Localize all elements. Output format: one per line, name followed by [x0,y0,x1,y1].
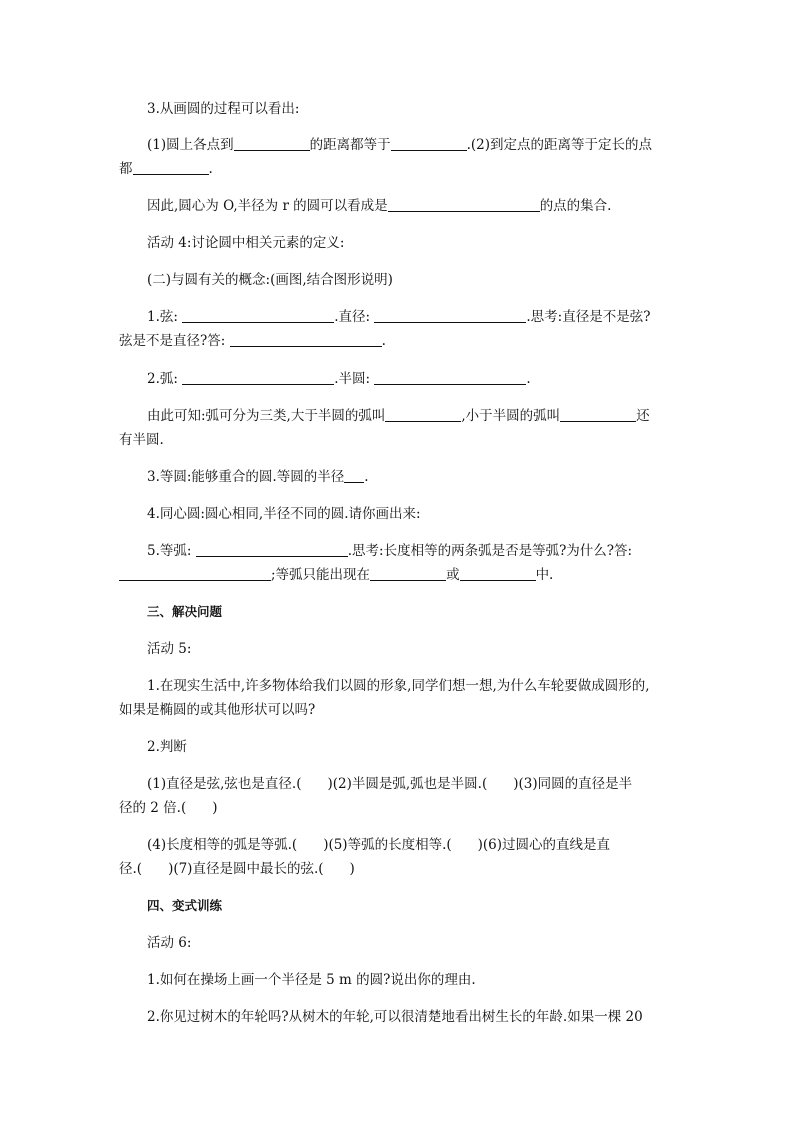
fill-blank[interactable] [374,370,526,385]
text: .直径: [334,309,371,325]
chord-line-2 [119,330,675,352]
equal-circles [119,466,703,488]
text: 径.( [119,861,143,877]
text: )(7)直径是圆中最长的弦.( [168,861,324,877]
text: . [526,371,531,387]
equal-arcs-line-2 [119,564,675,586]
text: )(3)同圆的直径是半 [513,776,633,792]
arc-line [119,368,703,390]
concentric-circles [119,503,703,525]
fill-blank[interactable] [385,407,461,422]
text: 三、解决问题 [147,604,223,619]
text: . [381,333,386,349]
fill-blank[interactable] [133,160,209,175]
chord-line-1 [119,306,703,328]
text: .思考:长度相等的两条弧是否是等弧?为什么?答: [347,543,633,559]
circle-definition [119,195,703,217]
section-4-heading [119,895,703,917]
text: (1)直径是弦,弦也是直径.( [147,776,302,792]
text: (1)圆上各点到 [147,137,234,153]
item-3-line-1 [119,134,703,156]
text: 径的 2 倍.( [119,800,187,816]
judge-line-2 [119,797,675,819]
text: 中. [535,567,554,583]
text: )(6)过圆心的直线是直 [477,837,611,853]
equal-arcs-line-1 [119,540,703,562]
text: 活动 5: [147,641,192,657]
section-3-heading [119,601,703,623]
text: 有半圆. [119,432,164,448]
text: 4.同心圆:圆心相同,半径不同的圆.请你画出来: [147,506,421,522]
fill-blank[interactable] [182,308,334,323]
text: .(2)到定点的距离等于定长的点 [466,137,653,153]
text: )(5)等弧的长度相等.( [323,837,452,853]
text: 还 [636,408,650,424]
text: 2.弧: [147,371,178,387]
text: 的距离都等于 [309,137,391,153]
text: .半圆: [334,371,371,387]
item-3-line-2 [119,158,675,180]
text: 由此可知:弧可分为三类,大于半圆的弧叫 [147,408,386,424]
text: 都 [119,161,133,177]
fill-blank[interactable] [234,136,310,151]
text: 5.等弧: [147,543,192,559]
judge-line-3 [119,834,703,856]
text: 因此,圆心为 O,半径为 r 的圆可以看成是 [147,198,388,214]
text: ,小于半圆的弧叫 [461,408,561,424]
text: .思考:直径是不是弦? [526,309,651,325]
fill-blank[interactable] [344,468,364,483]
text: 1.弦: [147,309,178,325]
text: 1.在现实生活中,许多物体给我们以圆的形象,同学们想一想,为什么车轮要做成圆形的, [147,678,650,694]
text: )(2)半圆是弧,弧也是半圆.( [327,776,488,792]
text: . [364,469,369,485]
activity-6 [119,932,703,954]
text: 1.如何在操场上画一个半径是 5 m 的圆?说出你的理由. [147,972,476,988]
fill-blank[interactable] [119,566,271,581]
concepts-heading [119,269,703,291]
fill-blank[interactable] [388,197,540,212]
fill-blank[interactable] [460,566,536,581]
judge-line-1 [119,773,703,795]
arc-classes-line-1 [119,405,703,427]
fill-blank[interactable] [196,542,348,557]
text: . [208,161,213,177]
text: 如果是椭圆的或其他形状可以吗? [119,702,316,718]
judge-line-4 [119,858,675,880]
fill-blank[interactable] [560,407,636,422]
question-1-line-2 [119,699,675,721]
fill-blank[interactable] [230,332,382,347]
arc-classes-line-2 [119,429,675,451]
text: 或 [446,567,460,583]
text: 3.从画圆的过程可以看出: [147,101,300,117]
activity-5 [119,638,703,660]
fill-blank[interactable] [182,370,334,385]
activity-4 [119,232,703,254]
exercise-1 [119,969,703,991]
fill-blank[interactable] [374,308,526,323]
text: ) [349,861,355,877]
judge-heading [119,736,703,758]
fill-blank[interactable] [370,566,446,581]
fill-blank[interactable] [391,136,467,151]
text: (二)与圆有关的概念:(画图,结合图形说明) [147,272,393,288]
text: ) [212,800,218,816]
text: ;等弧只能出现在 [271,567,371,583]
text: 3.等圆:能够重合的圆.等圆的半径 [147,469,345,485]
exercise-2 [119,1006,703,1028]
question-1-line-1 [119,675,703,697]
text: 2.你见过树木的年轮吗?从树木的年轮,可以很清楚地看出树生长的年龄.如果一棵 20 [147,1009,643,1025]
text: 2.判断 [147,739,187,755]
text: 活动 6: [147,935,192,951]
text: (4)长度相等的弧是等弧.( [147,837,298,853]
text: 的点的集合. [539,198,612,214]
text: 活动 4:讨论圆中相关元素的定义: [147,235,345,251]
text: 四、变式训练 [147,898,223,913]
item-3-heading [119,98,703,120]
text: 弦是不是直径?答: [119,333,226,349]
